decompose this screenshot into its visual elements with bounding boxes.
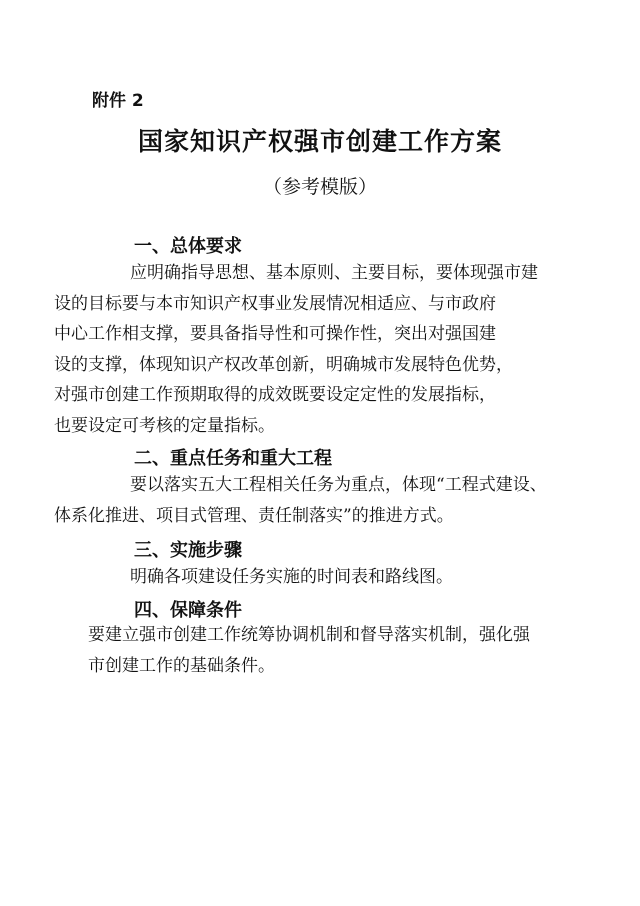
body-line: 应明确指导思想、基本原则、主要目标，要体现强市建 xyxy=(130,263,538,283)
body-line: 设的目标要与本市知识产权事业发展情况相适应、与市政府 xyxy=(54,293,496,314)
body-line: 要建立强市创建工作统筹协调机制和督导落实机制，强化强 xyxy=(88,625,530,645)
attachment-label: 附件 2 xyxy=(92,91,144,111)
document-subtitle: （参考模版） xyxy=(262,176,377,198)
body-line: 设的支撑，体现知识产权改革创新，明确城市发展特色优势， xyxy=(54,354,513,375)
section-heading-general-requirements: 一、总体要求 xyxy=(134,236,242,257)
body-line: 明确各项建设任务实施的时间表和路线图。 xyxy=(130,567,453,587)
section-heading-implementation-steps: 三、实施步骤 xyxy=(134,540,242,561)
section-body-implementation-steps xyxy=(92,562,548,593)
section-body-support-conditions xyxy=(88,620,548,681)
section-body-key-tasks xyxy=(54,470,548,531)
body-line: 中心工作相支撑，要具备指导性和可操作性，突出对强国建 xyxy=(54,324,496,344)
body-line: 体系化推进、项目式管理、责任制落实”的推进方式。 xyxy=(54,505,454,526)
body-line: 对强市创建工作预期取得的成效既要设定定性的发展指标， xyxy=(54,385,496,405)
section-heading-support-conditions: 四、保障条件 xyxy=(134,600,242,621)
body-line: 也要设定可考核的定量指标。 xyxy=(54,415,275,436)
section-heading-key-tasks: 二、重点任务和重大工程 xyxy=(134,448,332,469)
section-body-general-requirements xyxy=(54,258,548,441)
body-line: 要以落实五大工程相关任务为重点，体现“工程式建设、 xyxy=(130,475,547,495)
body-line: 市创建工作的基础条件。 xyxy=(88,655,275,676)
document-title: 国家知识产权强市创建工作方案 xyxy=(137,127,502,156)
